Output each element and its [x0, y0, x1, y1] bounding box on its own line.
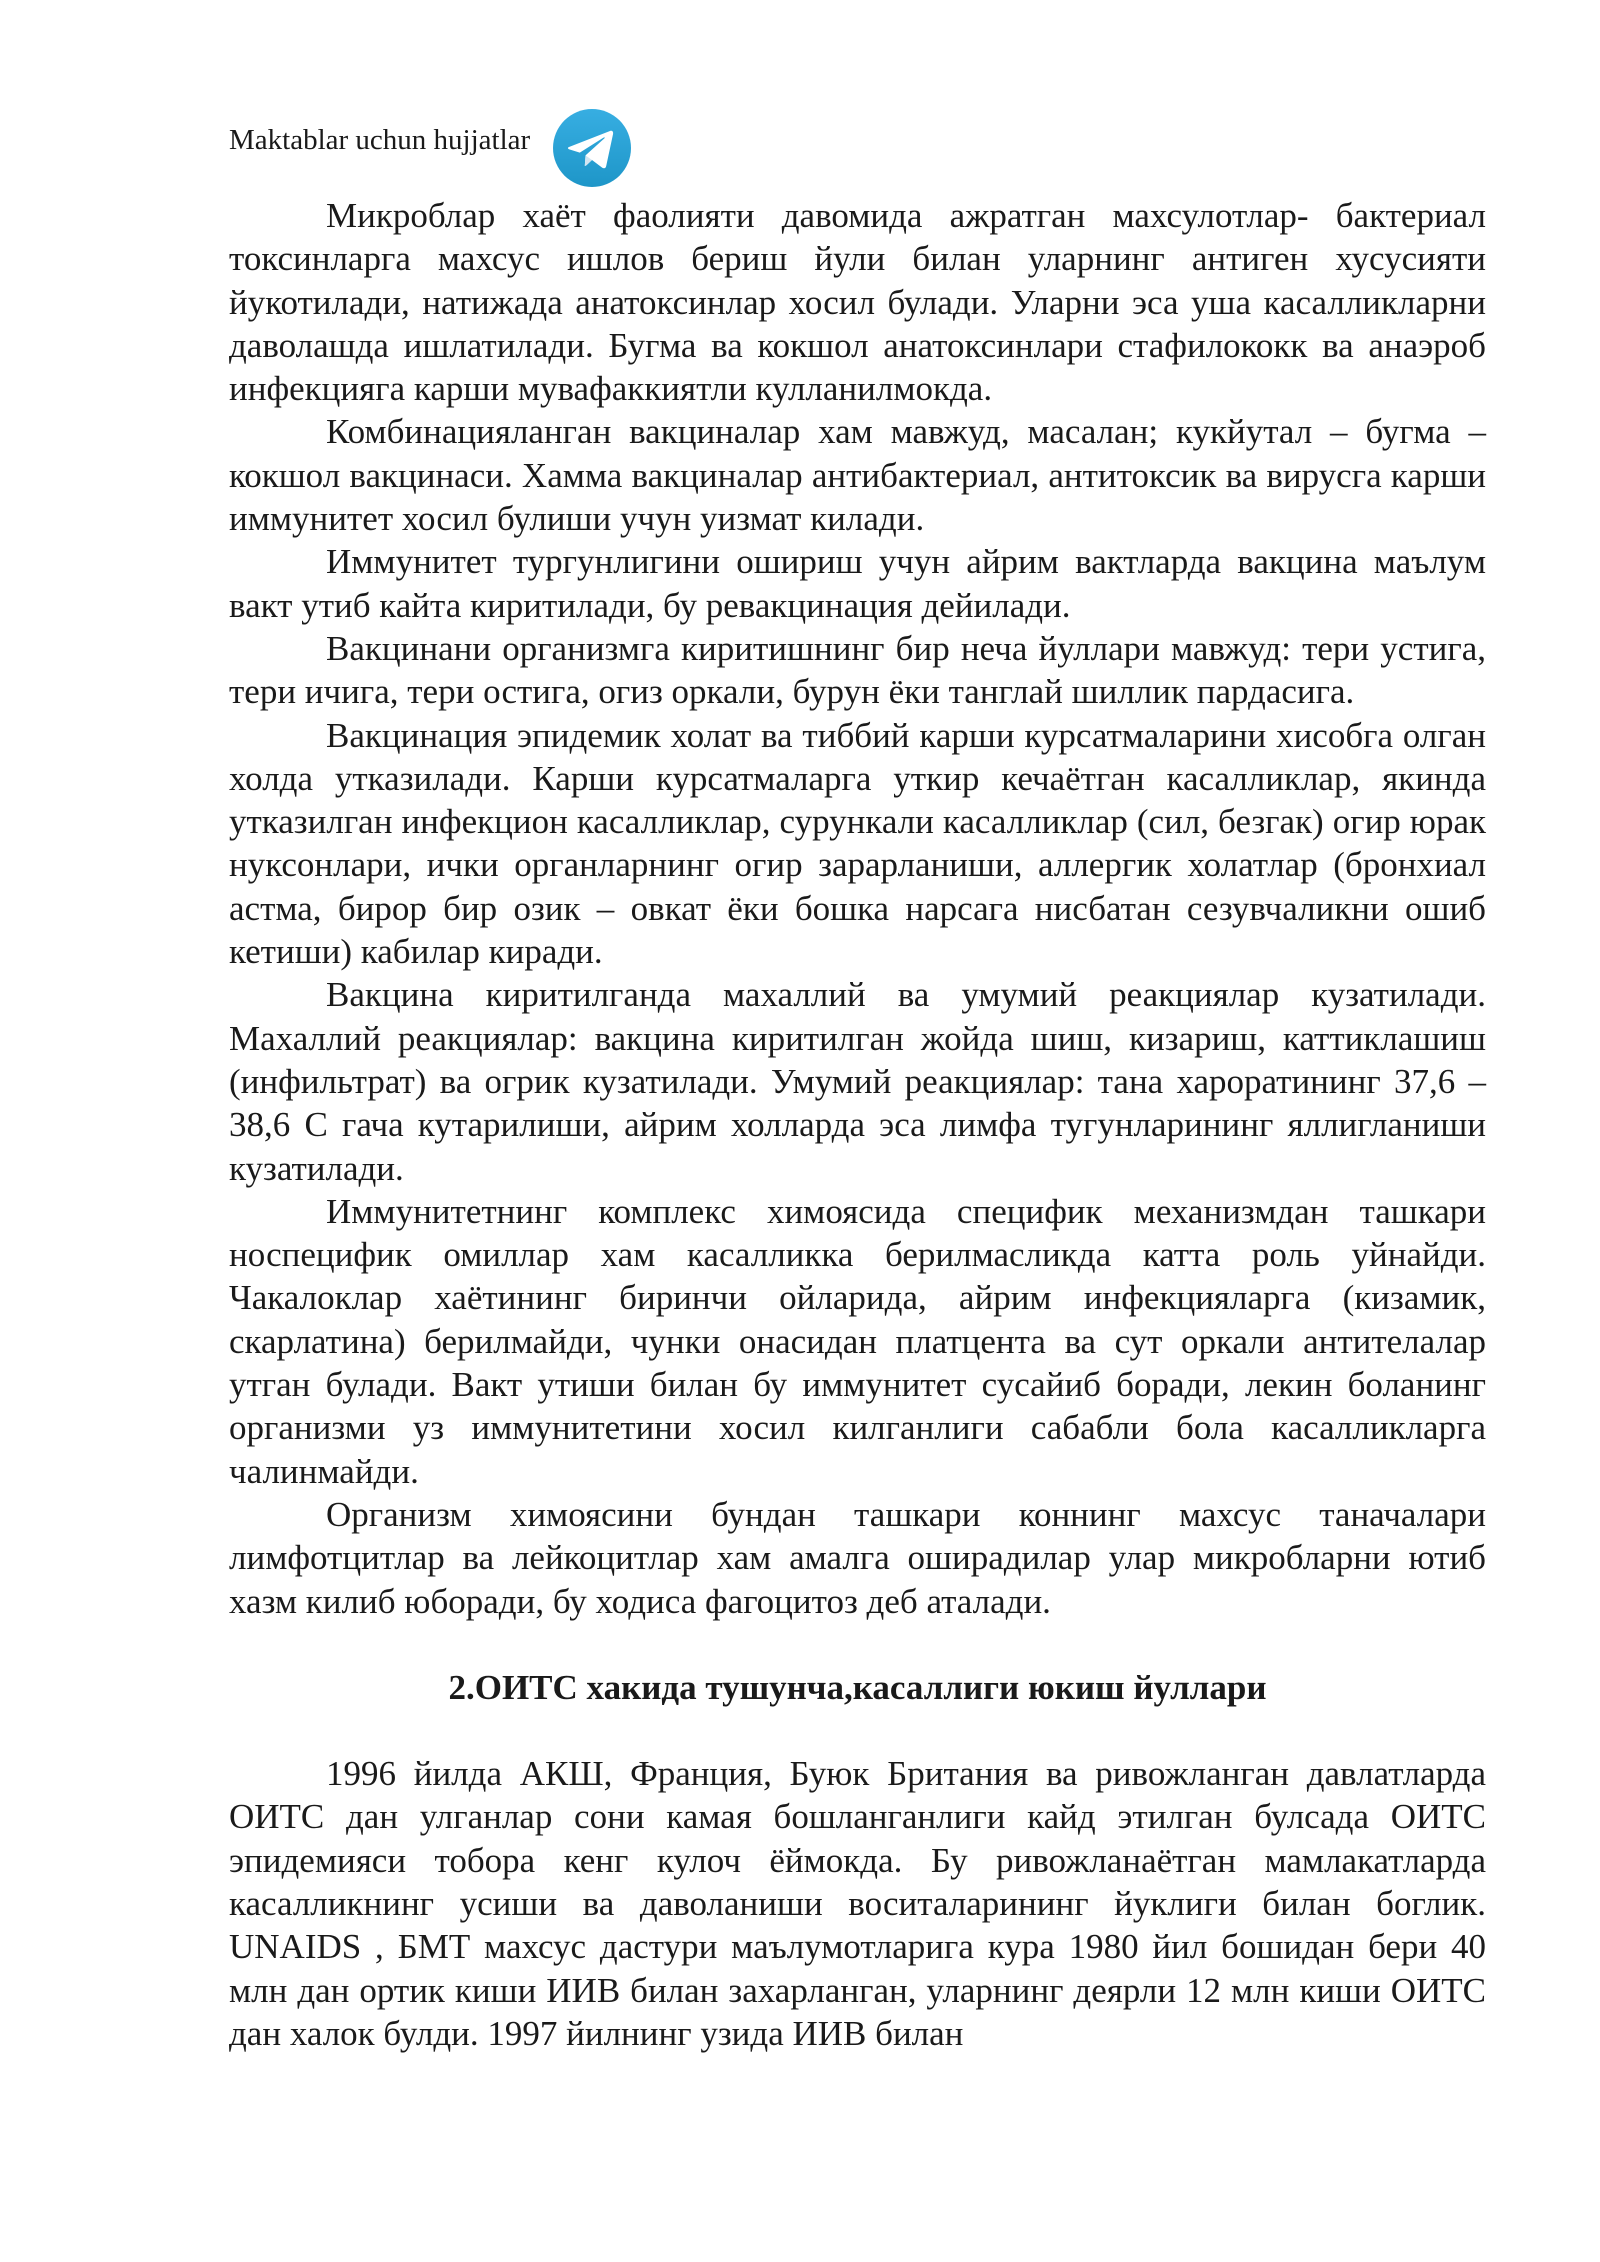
document-body: [229, 194, 1486, 2055]
paragraph: Вакцинани организмга киритишнинг бир неча йуллари мавжуд: тери устига, тери ичига, тери остига, огиз оркали, бурун ёки танглай шиллик пардасига.: [229, 628, 1486, 712]
paragraph: Иммунитетнинг комплекс химоясида специфик механизмдан ташкари носпецифик омиллар хам касалликка берилмасликда катта роль уйнайди. Чакалоклар хаётининг биринчи ойларида, айрим инфекцияларга (кизамик, скарлатина) берилмайди, чунки онасидан платцента ва сут оркали антителалар утган булади. Вакт утиши билан бу иммунитет сусайиб боради, лекин боланинг организми уз иммунитетини хосил килганлиги сабабли бола касалликларга чалинмайди.: [229, 1191, 1486, 1491]
telegram-icon[interactable]: [552, 108, 632, 188]
paragraph: 1996 йилда АКШ, Франция, Буюк Британия ва ривожланган давлатларда ОИТС дан улганлар сони камая бошланганлиги кайд этилган булсада ОИТС эпидемияси тобора кенг кулоч ёймокда. Бу ривожланаётган мамлакатларда касалликнинг усиши ва даволаниши воситаларининг йуклиги билан боглик. UNAIDS , БМТ махсус дастури маълумотларига кура 1980 йил бошидан бери 40 млн дан ортик киши ИИВ билан захарланган, уларнинг деярли 12 млн киши ОИТС дан халок булди. 1997 йилнинг узида ИИВ билан: [229, 1754, 1486, 2053]
header-text: Maktablar uchun hujjatlar: [229, 123, 531, 156]
paragraph: Вакцина киритилганда махаллий ва умумий реакциялар кузатилади. Махаллий реакциялар: вакцина киритилган жойда шиш, кизариш, каттиклашиш (инфильтрат) ва огрик кузатилади. Умумий реакциялар: тана хароратининг 37,6 – 38,6 С гача кутарилиши, айрим холларда эса лимфа тугунларининг яллигланиши кузатилади.: [229, 975, 1486, 1188]
paragraph: Комбинацияланган вакциналар хам мавжуд, масалан; кукйутал – бугма – кокшол вакцинаси. Хамма вакциналар антибактериал, антитоксик ва вирусга карши иммунитет хосил булиши учун уизмат килади.: [229, 412, 1486, 539]
section-title: 2.ОИТС хакида тушунча,касаллиги юкиш йуллари: [448, 1667, 1267, 1707]
paragraph: Иммунитет тургунлигини ошириш учун айрим вактларда вакцина маълум вакт утиб кайта киритилади, бу ревакцинация дейилади.: [229, 542, 1486, 625]
paragraph: Организм химоясини бундан ташкари коннинг махсус таначалари лимфотцитлар ва лейкоцитлар хам амалга оширадилар улар микробларни ютиб хазм килиб юборади, бу ходиса фагоцитоз деб аталади.: [229, 1494, 1486, 1621]
paragraph: Микроблар хаёт фаолияти давомида ажратган махсулотлар- бактериал токсинларга махсус ишлов бериш йули билан уларнинг антиген хусусияти йукотилади, натижада анатоксинлар хосил булади. Уларни эса уша касалликларни даволашда ишлатилади. Бугма ва кокшол анатоксинлари стафилококк ва анаэроб инфекцияга карши мувафаккиятли кулланилмокда.: [229, 196, 1486, 409]
page-header: [229, 108, 632, 188]
paragraph: Вакцинация эпидемик холат ва тиббий карши курсатмаларини хисобга олган холда утказилади. Карши курсатмаларга уткир кечаётган касалликлар, якинда утказилган инфекцион касалликлар, сурункали касалликлар (сил, безгак) огир юрак нуксонлари, ички органларнинг огир зарарланиши, аллергик холатлар (бронхиал астма, бирор бир озик – овкат ёки бошка нарсага нисбатан сезувчаликни ошиб кетиши) кабилар киради.: [229, 715, 1486, 972]
